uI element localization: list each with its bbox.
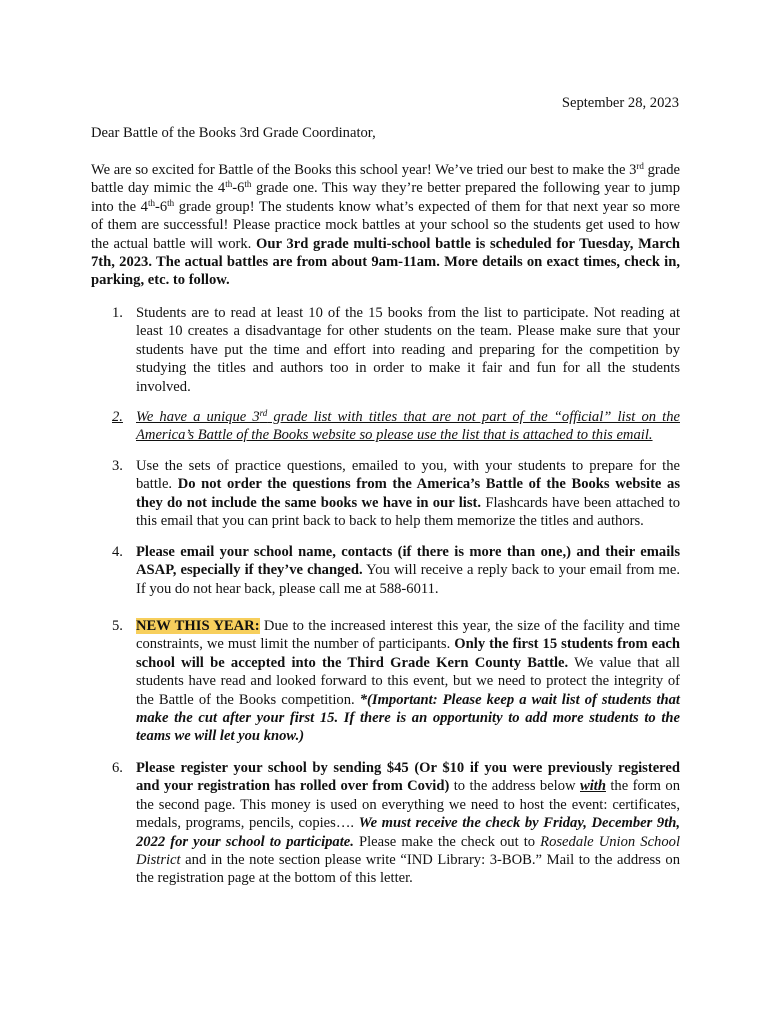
list-item-text: Use the sets of practice questions, emailed to you, with your students to prepare for the battle. Do not order the questions from the America’s Battle of the Books website as they do not include the same books we have in our list. Flashcards have been attached to this email that you can print back to back to help them memorize the titles and authors. (136, 458, 681, 530)
list-item-text: Please email your school name, contacts (if there is more than one,) and their emails ASAP, especially if they’ve changed. You will receive a reply back to your email from me. If you do not hear back, please call me at 588-6011. (136, 544, 680, 597)
list-item-6 (91, 759, 680, 888)
list-number: 3. (112, 458, 123, 474)
list-number: 1. (112, 305, 123, 321)
list-item-2 (91, 408, 680, 445)
list-item-1 (91, 304, 680, 396)
list-item-text: We have a unique 3rd grade list with titles that are not part of the “official” list on the America’s Battle of the Books website so please use the list that is attached to this email. (136, 408, 680, 444)
list-item-5 (91, 617, 680, 746)
list-number: 6. (112, 760, 123, 776)
list-item-3 (91, 457, 680, 531)
list-number: 2. (112, 409, 123, 425)
new-this-year-highlight: NEW THIS YEAR: (136, 618, 260, 634)
list-item-text: Please register your school by sending $45 (Or $10 if you were previously registered and your registration has rolled over from Covid) to the address below with the form on the second page. This money is used on everything we need to host the event: certificates, medals, programs, pencils, copies…. We must receive the check by Friday, December 9th, 2022 for your school to participate. Please make the check out to Rosedale Union School District and in the note section please write “IND Library: 3-BOB.” Mail to the address on the registration page at the bottom of this letter. (136, 760, 681, 887)
salutation: Dear Battle of the Books 3rd Grade Coordinator, (91, 125, 376, 141)
intro-bold-schedule: Our 3rd grade multi-school battle is scheduled for Tuesday, March 7th, 2023. The actual battles are from about 9am-11am. More details on exact times, check in, parking, etc. to follow. (91, 235, 680, 289)
list-item-text: NEW THIS YEAR: Due to the increased interest this year, the size of the facility and time constraints, we must limit the number of participants. Only the first 15 students from each school will be accepted into the Third Grade Kern County Battle. We value that all students have read and looked forward to this event, but we need to protect the integrity of the Battle of the Books competition. *(Important: Please keep a wait list of students that make the cut after your first 15. If there is an opportunity to add more students to the teams we will let you know.) (136, 618, 681, 745)
with-emphasis: with (580, 778, 606, 795)
list-item-4 (91, 543, 680, 598)
intro-paragraph: We are so excited for Battle of the Books this school year! We’ve tried our best to make the 3rd grade battle day mimic the 4th-6th grade one. This way they’re better prepared the following year to jump into the 4th-6th grade group! The students know what’s expected of them for that next year so more of them are successful! Please practice mock battles at your school so the students get used to how the actual battle will work. Our 3rd grade multi-school battle is scheduled for Tuesday, March 7th, 2023. The actual battles are from about 9am-11am. More details on exact times, check in, parking, etc. to follow. (91, 161, 680, 289)
letter-date: September 28, 2023 (561, 95, 679, 111)
list-number: 5. (112, 618, 123, 634)
list-number: 4. (112, 544, 123, 560)
list-item-text: Students are to read at least 10 of the 15 books from the list to participate. Not reading at least 10 creates a disadvantage for other students on the team. Please make sure that your students have put the time and effort into reading and preparing for the competition by studying the titles and authors too in order to make it fair and fun for all the students involved. (136, 305, 680, 395)
